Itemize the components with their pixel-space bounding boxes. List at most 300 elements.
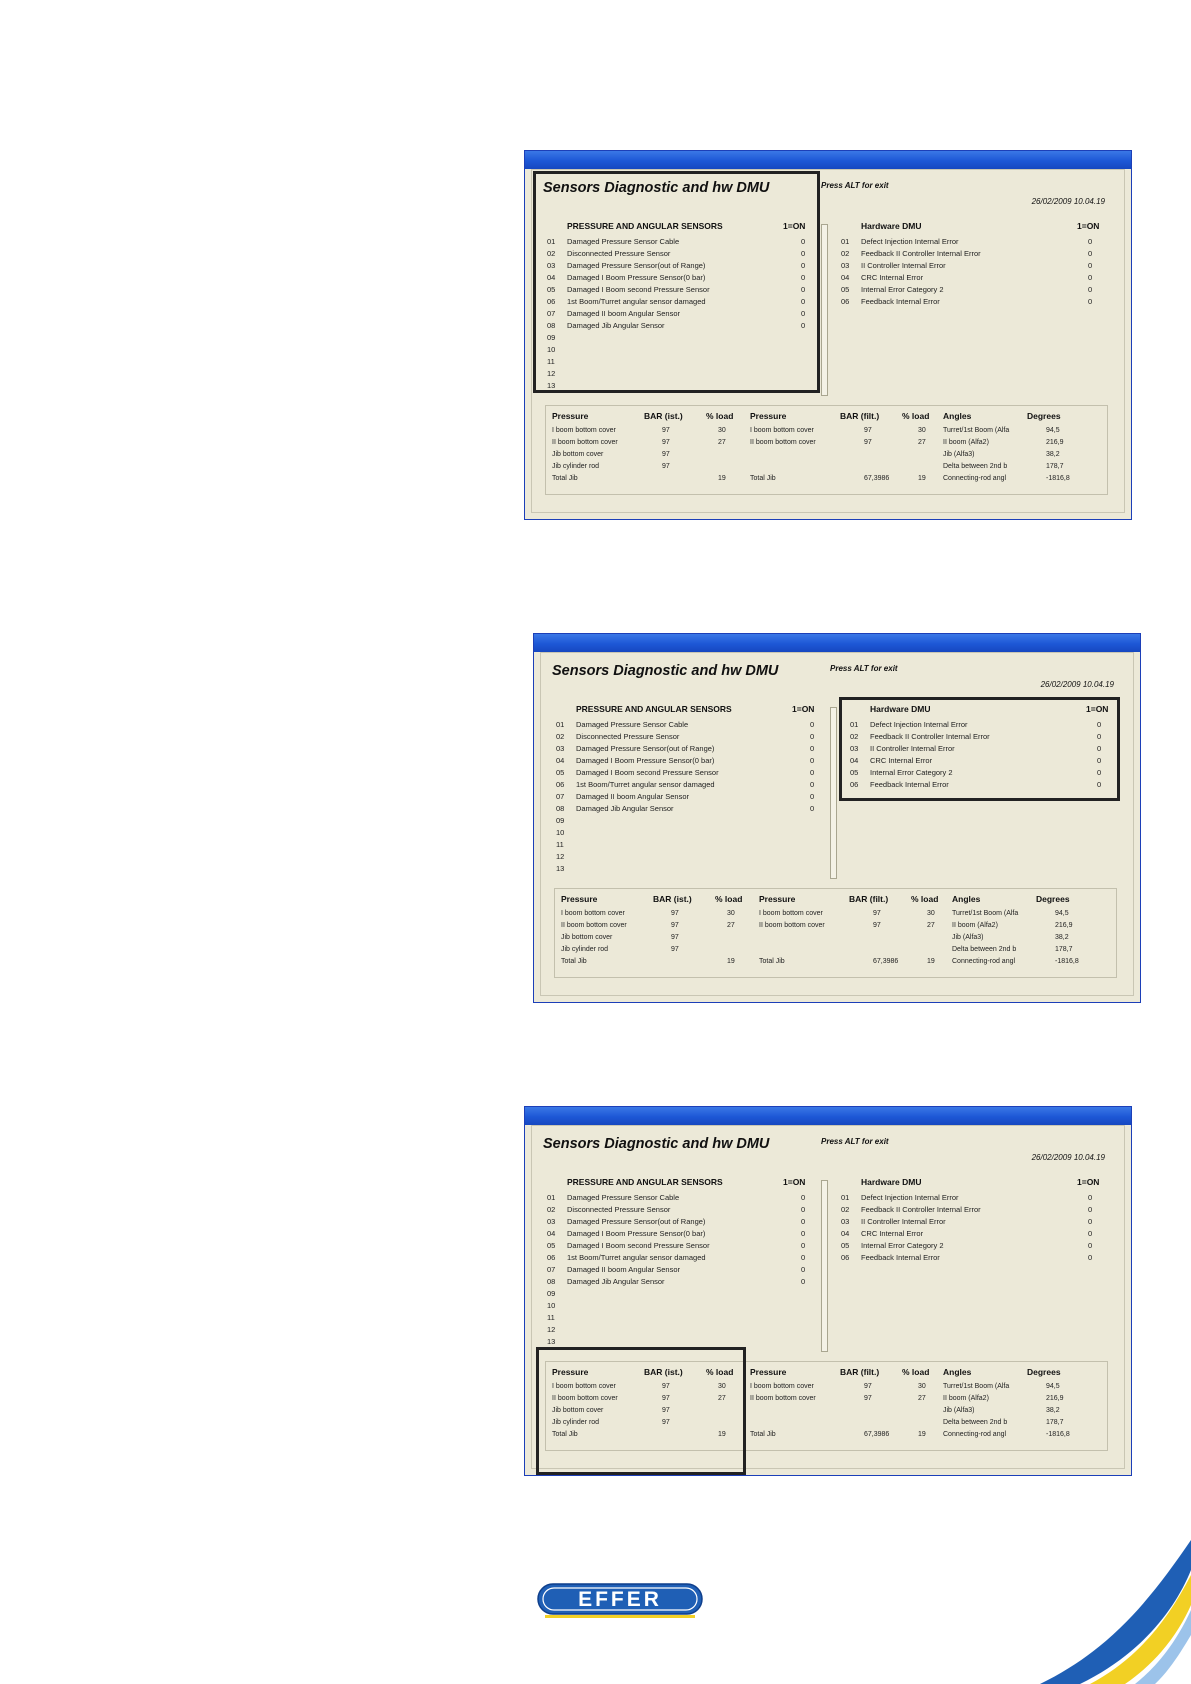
readings-cell: 19 bbox=[718, 475, 726, 482]
readings-cell: Delta between 2nd b bbox=[943, 1419, 1008, 1426]
hardware-row-number: 01 bbox=[850, 720, 859, 729]
sensor-row-number: 02 bbox=[556, 732, 565, 741]
sensor-row-value: 0 bbox=[810, 768, 815, 777]
sensor-row-number: 03 bbox=[547, 261, 556, 270]
screenshot-2 bbox=[533, 633, 1141, 1003]
readings-header: Degrees bbox=[1027, 1367, 1061, 1377]
sensor-row-value: 0 bbox=[801, 297, 806, 306]
hardware-row-number: 03 bbox=[841, 1217, 850, 1226]
timestamp: 26/02/2009 10.04.19 bbox=[1040, 680, 1114, 689]
readings-header: Pressure bbox=[750, 1367, 787, 1377]
readings-cell: 178,7 bbox=[1046, 1419, 1064, 1426]
sensor-row-number: 12 bbox=[547, 1325, 556, 1334]
sensor-row bbox=[547, 236, 817, 247]
sensor-row-number: 08 bbox=[547, 321, 556, 330]
sensor-row-number: 05 bbox=[547, 1241, 556, 1250]
sensor-row bbox=[547, 320, 817, 331]
sensor-row-value: 0 bbox=[801, 309, 806, 318]
window-title: Sensors Diagnostic and hw DMU bbox=[543, 180, 770, 196]
hardware-row-number: 02 bbox=[841, 249, 850, 258]
sensor-row bbox=[547, 1264, 817, 1275]
readings-cell: I boom bottom cover bbox=[552, 1383, 616, 1390]
window-titlebar bbox=[534, 634, 1140, 652]
readings-header: Angles bbox=[943, 411, 972, 421]
sensor-row bbox=[547, 1276, 817, 1287]
readings-header: Pressure bbox=[552, 411, 589, 421]
readings-cell: II boom (Alfa2) bbox=[952, 922, 998, 929]
readings-table bbox=[545, 405, 1108, 495]
readings-cell: 19 bbox=[918, 1431, 926, 1438]
sensor-row bbox=[547, 1312, 817, 1323]
sensor-row bbox=[547, 1228, 817, 1239]
hardware-dmu-on-label: 1=ON bbox=[1086, 704, 1109, 714]
readings-cell: Delta between 2nd b bbox=[952, 946, 1017, 953]
readings-cell: 30 bbox=[918, 427, 926, 434]
hardware-row-number: 02 bbox=[841, 1205, 850, 1214]
sensor-row-value: 0 bbox=[801, 1265, 806, 1274]
readings-cell: 97 bbox=[662, 463, 670, 470]
sensor-row bbox=[547, 284, 817, 295]
readings-cell: 67,3986 bbox=[873, 958, 899, 965]
pressure-sensors-header: PRESSURE AND ANGULAR SENSORS bbox=[567, 1177, 723, 1187]
hardware-row-value: 0 bbox=[1088, 273, 1093, 282]
timestamp: 26/02/2009 10.04.19 bbox=[1031, 1153, 1105, 1162]
readings-cell: Turret/1st Boom (Alfa bbox=[943, 1383, 1010, 1390]
readings-cell: Jib (Alfa3) bbox=[952, 934, 984, 941]
hardware-row bbox=[841, 296, 1111, 307]
readings-cell: 94,5 bbox=[1046, 427, 1060, 434]
sensor-row-number: 01 bbox=[547, 1193, 556, 1202]
readings-header: % load bbox=[715, 894, 743, 904]
sensor-row bbox=[547, 356, 817, 367]
readings-cell: 27 bbox=[927, 922, 935, 929]
exit-hint: Press ALT for exit bbox=[821, 1137, 889, 1146]
sensor-row-number: 09 bbox=[547, 333, 556, 342]
sensor-row-label: Damaged I Boom second Pressure Sensor bbox=[567, 285, 710, 294]
readings-header: Pressure bbox=[759, 894, 796, 904]
sensor-row bbox=[556, 827, 826, 838]
hardware-row bbox=[841, 1252, 1111, 1263]
sensor-row bbox=[547, 1300, 817, 1311]
hardware-row-label: CRC Internal Error bbox=[870, 756, 933, 765]
hardware-row-label: Feedback Internal Error bbox=[870, 780, 949, 789]
readings-cell: 97 bbox=[662, 1395, 670, 1402]
readings-cell: 97 bbox=[662, 1419, 670, 1426]
readings-header: Angles bbox=[952, 894, 981, 904]
readings-header: BAR (ist.) bbox=[644, 1367, 683, 1377]
hardware-row-label: Feedback II Controller Internal Error bbox=[870, 732, 990, 741]
readings-cell: Jib cylinder rod bbox=[552, 1419, 600, 1426]
sensor-row-value: 0 bbox=[801, 1205, 806, 1214]
readings-cell: 19 bbox=[727, 958, 735, 965]
sensor-row-number: 08 bbox=[547, 1277, 556, 1286]
sensor-row-label: Disconnected Pressure Sensor bbox=[576, 732, 680, 741]
sensor-row-value: 0 bbox=[810, 780, 815, 789]
timestamp: 26/02/2009 10.04.19 bbox=[1031, 197, 1105, 206]
hardware-row-label: Feedback II Controller Internal Error bbox=[861, 249, 981, 258]
hardware-row-label: Feedback Internal Error bbox=[861, 297, 940, 306]
sensor-row-label: Damaged I Boom Pressure Sensor(0 bar) bbox=[567, 1229, 706, 1238]
sensor-row bbox=[556, 731, 826, 742]
hardware-row-value: 0 bbox=[1088, 1217, 1093, 1226]
readings-cell: II boom bottom cover bbox=[759, 922, 825, 929]
sensor-row-value: 0 bbox=[801, 1241, 806, 1250]
hardware-row bbox=[850, 719, 1120, 730]
hardware-row-label: Feedback II Controller Internal Error bbox=[861, 1205, 981, 1214]
sensor-row-value: 0 bbox=[801, 237, 806, 246]
hardware-row-number: 06 bbox=[850, 780, 859, 789]
sensor-row bbox=[547, 1192, 817, 1203]
sensor-list-scrollbar bbox=[821, 1180, 828, 1352]
hardware-row-value: 0 bbox=[1088, 1205, 1093, 1214]
sensor-row-number: 09 bbox=[547, 1289, 556, 1298]
sensor-row-label: Damaged Jib Angular Sensor bbox=[567, 1277, 665, 1286]
sensor-row bbox=[556, 779, 826, 790]
readings-cell: 97 bbox=[671, 910, 679, 917]
hardware-row-label: CRC Internal Error bbox=[861, 1229, 924, 1238]
hardware-dmu-header: Hardware DMU bbox=[870, 704, 931, 714]
hardware-dmu-on-label: 1=ON bbox=[1077, 221, 1100, 231]
exit-hint: Press ALT for exit bbox=[821, 181, 889, 190]
readings-cell: 30 bbox=[718, 1383, 726, 1390]
readings-cell: 97 bbox=[864, 1395, 872, 1402]
readings-cell: 216,9 bbox=[1046, 1395, 1064, 1402]
readings-cell: 27 bbox=[918, 1395, 926, 1402]
hardware-row-label: CRC Internal Error bbox=[861, 273, 924, 282]
screenshot-3 bbox=[524, 1106, 1132, 1476]
hardware-row-value: 0 bbox=[1088, 1193, 1093, 1202]
sensor-row-value: 0 bbox=[801, 261, 806, 270]
logo-text: EFFER bbox=[578, 1588, 662, 1611]
readings-cell: II boom (Alfa2) bbox=[943, 1395, 989, 1402]
sensor-row bbox=[547, 368, 817, 379]
sensor-row-label: Damaged I Boom Pressure Sensor(0 bar) bbox=[576, 756, 715, 765]
sensor-row-value: 0 bbox=[810, 720, 815, 729]
sensor-row-number: 07 bbox=[556, 792, 565, 801]
readings-cell: Total Jib bbox=[750, 475, 776, 482]
readings-cell: 97 bbox=[671, 934, 679, 941]
readings-cell: 38,2 bbox=[1055, 934, 1069, 941]
readings-cell: 38,2 bbox=[1046, 1407, 1060, 1414]
sensor-row-value: 0 bbox=[810, 732, 815, 741]
readings-cell: I boom bottom cover bbox=[759, 910, 823, 917]
hardware-row-label: Defect Injection Internal Error bbox=[870, 720, 968, 729]
hardware-row-value: 0 bbox=[1088, 237, 1093, 246]
pressure-sensors-on-label: 1=ON bbox=[783, 1177, 806, 1187]
hardware-row bbox=[850, 767, 1120, 778]
sensor-row-value: 0 bbox=[801, 1253, 806, 1262]
sensor-row-number: 12 bbox=[556, 852, 565, 861]
hardware-row-number: 05 bbox=[841, 1241, 850, 1250]
hardware-row-label: II Controller Internal Error bbox=[870, 744, 955, 753]
sensor-row bbox=[547, 1336, 817, 1347]
readings-cell: Jib (Alfa3) bbox=[943, 451, 975, 458]
sensor-row-number: 03 bbox=[556, 744, 565, 753]
readings-cell: 94,5 bbox=[1046, 1383, 1060, 1390]
readings-cell: 97 bbox=[662, 1407, 670, 1414]
hardware-row bbox=[841, 1228, 1111, 1239]
readings-cell: 97 bbox=[662, 427, 670, 434]
readings-cell: 97 bbox=[671, 946, 679, 953]
readings-cell: Jib bottom cover bbox=[552, 451, 604, 458]
sensor-row-label: Damaged II boom Angular Sensor bbox=[567, 1265, 680, 1274]
hardware-row-value: 0 bbox=[1088, 249, 1093, 258]
sensor-row bbox=[556, 755, 826, 766]
sensor-row-value: 0 bbox=[801, 285, 806, 294]
sensor-row-number: 10 bbox=[556, 828, 565, 837]
hardware-row-label: Internal Error Category 2 bbox=[861, 285, 944, 294]
sensor-list-scrollbar bbox=[830, 707, 837, 879]
sensor-row-number: 09 bbox=[556, 816, 565, 825]
sensor-row bbox=[547, 1204, 817, 1215]
sensor-row bbox=[547, 1324, 817, 1335]
sensor-row-label: Damaged Pressure Sensor(out of Range) bbox=[567, 261, 706, 270]
sensor-row-number: 13 bbox=[556, 864, 565, 873]
sensor-row-label: Damaged Jib Angular Sensor bbox=[567, 321, 665, 330]
sensor-row-label: Damaged II boom Angular Sensor bbox=[567, 309, 680, 318]
readings-cell: 30 bbox=[927, 910, 935, 917]
readings-header: BAR (filt.) bbox=[849, 894, 889, 904]
readings-cell: Total Jib bbox=[552, 475, 578, 482]
readings-cell: Connecting-rod angl bbox=[943, 1431, 1007, 1438]
readings-cell: 216,9 bbox=[1055, 922, 1073, 929]
effer-logo bbox=[537, 1583, 703, 1619]
sensor-row bbox=[556, 815, 826, 826]
hardware-row-number: 04 bbox=[841, 273, 850, 282]
sensor-row-number: 10 bbox=[547, 345, 556, 354]
readings-cell: 67,3986 bbox=[864, 475, 890, 482]
sensor-row-number: 01 bbox=[556, 720, 565, 729]
sensor-row bbox=[547, 1288, 817, 1299]
readings-cell: 19 bbox=[918, 475, 926, 482]
readings-cell: 27 bbox=[918, 439, 926, 446]
hardware-row-number: 05 bbox=[850, 768, 859, 777]
sensor-row-number: 06 bbox=[547, 297, 556, 306]
sensor-list-scrollbar bbox=[821, 224, 828, 396]
sensor-row bbox=[547, 1216, 817, 1227]
readings-header: % load bbox=[706, 1367, 734, 1377]
readings-cell: 97 bbox=[873, 910, 881, 917]
hardware-row-number: 06 bbox=[841, 297, 850, 306]
brand-swoosh-decoration bbox=[1030, 1530, 1191, 1684]
readings-cell: -1816,8 bbox=[1046, 475, 1070, 482]
sensor-row-value: 0 bbox=[801, 249, 806, 258]
hardware-row bbox=[850, 755, 1120, 766]
sensor-row bbox=[547, 380, 817, 391]
readings-cell: Connecting-rod angl bbox=[943, 475, 1007, 482]
sensor-row-number: 12 bbox=[547, 369, 556, 378]
hardware-row bbox=[850, 779, 1120, 790]
screenshot-1 bbox=[524, 150, 1132, 520]
hardware-row-label: Internal Error Category 2 bbox=[861, 1241, 944, 1250]
readings-cell: II boom bottom cover bbox=[750, 439, 816, 446]
pressure-sensors-header: PRESSURE AND ANGULAR SENSORS bbox=[576, 704, 732, 714]
pressure-sensors-header: PRESSURE AND ANGULAR SENSORS bbox=[567, 221, 723, 231]
readings-cell: Jib bottom cover bbox=[552, 1407, 604, 1414]
readings-cell: Connecting-rod angl bbox=[952, 958, 1016, 965]
hardware-row-label: II Controller Internal Error bbox=[861, 1217, 946, 1226]
sensor-row-number: 05 bbox=[556, 768, 565, 777]
sensor-row bbox=[556, 767, 826, 778]
readings-header: Angles bbox=[943, 1367, 972, 1377]
sensor-row-number: 04 bbox=[547, 1229, 556, 1238]
readings-cell: 27 bbox=[718, 1395, 726, 1402]
sensor-row-label: Damaged II boom Angular Sensor bbox=[576, 792, 689, 801]
sensor-row bbox=[556, 803, 826, 814]
sensor-row-label: Damaged Pressure Sensor(out of Range) bbox=[567, 1217, 706, 1226]
sensor-row-value: 0 bbox=[801, 1217, 806, 1226]
hardware-row-label: Defect Injection Internal Error bbox=[861, 237, 959, 246]
readings-cell: 30 bbox=[718, 427, 726, 434]
readings-cell: Delta between 2nd b bbox=[943, 463, 1008, 470]
readings-header: % load bbox=[911, 894, 939, 904]
readings-cell: Jib (Alfa3) bbox=[943, 1407, 975, 1414]
hardware-row-label: II Controller Internal Error bbox=[861, 261, 946, 270]
sensor-row bbox=[547, 272, 817, 283]
readings-cell: I boom bottom cover bbox=[750, 1383, 814, 1390]
hardware-row-value: 0 bbox=[1088, 1253, 1093, 1262]
sensor-row-value: 0 bbox=[810, 792, 815, 801]
sensor-row bbox=[547, 260, 817, 271]
readings-cell: 30 bbox=[918, 1383, 926, 1390]
readings-cell: Jib cylinder rod bbox=[561, 946, 609, 953]
sensor-row bbox=[547, 332, 817, 343]
hardware-row-number: 05 bbox=[841, 285, 850, 294]
sensor-row-label: Damaged Pressure Sensor Cable bbox=[567, 1193, 680, 1202]
readings-cell: 19 bbox=[927, 958, 935, 965]
sensor-row bbox=[556, 719, 826, 730]
readings-cell: Jib bottom cover bbox=[561, 934, 613, 941]
sensor-row-label: 1st Boom/Turret angular sensor damaged bbox=[567, 297, 706, 306]
readings-cell: Total Jib bbox=[561, 958, 587, 965]
readings-cell: Total Jib bbox=[759, 958, 785, 965]
readings-cell: 97 bbox=[864, 1383, 872, 1390]
sensor-row-value: 0 bbox=[801, 321, 806, 330]
sensor-row bbox=[556, 839, 826, 850]
sensor-row bbox=[547, 248, 817, 259]
hardware-row-value: 0 bbox=[1088, 261, 1093, 270]
hardware-row-value: 0 bbox=[1088, 285, 1093, 294]
hardware-row-label: Feedback Internal Error bbox=[861, 1253, 940, 1262]
hardware-row-label: Internal Error Category 2 bbox=[870, 768, 953, 777]
sensor-row-number: 01 bbox=[547, 237, 556, 246]
sensor-row-label: Damaged Jib Angular Sensor bbox=[576, 804, 674, 813]
hardware-row-value: 0 bbox=[1088, 1241, 1093, 1250]
readings-cell: 97 bbox=[662, 439, 670, 446]
sensor-row-number: 10 bbox=[547, 1301, 556, 1310]
readings-cell: -1816,8 bbox=[1046, 1431, 1070, 1438]
readings-header: Degrees bbox=[1027, 411, 1061, 421]
hardware-row bbox=[841, 272, 1111, 283]
readings-cell: 178,7 bbox=[1046, 463, 1064, 470]
sensor-row bbox=[547, 308, 817, 319]
hardware-row bbox=[841, 1192, 1111, 1203]
sensor-row-number: 11 bbox=[547, 357, 555, 366]
hardware-row-value: 0 bbox=[1097, 780, 1102, 789]
readings-cell: 97 bbox=[671, 922, 679, 929]
sensor-row-number: 05 bbox=[547, 285, 556, 294]
sensor-row-value: 0 bbox=[810, 756, 815, 765]
hardware-row-number: 04 bbox=[841, 1229, 850, 1238]
readings-cell: 97 bbox=[662, 1383, 670, 1390]
readings-header: BAR (filt.) bbox=[840, 1367, 880, 1377]
readings-cell: I boom bottom cover bbox=[750, 427, 814, 434]
readings-cell: 27 bbox=[718, 439, 726, 446]
readings-header: % load bbox=[902, 411, 930, 421]
hardware-row-value: 0 bbox=[1097, 756, 1102, 765]
hardware-row-value: 0 bbox=[1097, 720, 1102, 729]
sensor-row-label: Damaged Pressure Sensor Cable bbox=[567, 237, 680, 246]
sensor-row-label: 1st Boom/Turret angular sensor damaged bbox=[567, 1253, 706, 1262]
readings-cell: 97 bbox=[864, 427, 872, 434]
readings-cell: 27 bbox=[727, 922, 735, 929]
hardware-row bbox=[841, 1240, 1111, 1251]
hardware-row-value: 0 bbox=[1097, 744, 1102, 753]
readings-cell: 216,9 bbox=[1046, 439, 1064, 446]
pressure-sensors-on-label: 1=ON bbox=[783, 221, 806, 231]
readings-header: % load bbox=[706, 411, 734, 421]
hardware-row-number: 01 bbox=[841, 1193, 850, 1202]
sensor-row-number: 03 bbox=[547, 1217, 556, 1226]
hardware-dmu-header: Hardware DMU bbox=[861, 1177, 922, 1187]
readings-cell: -1816,8 bbox=[1055, 958, 1079, 965]
readings-header: Degrees bbox=[1036, 894, 1070, 904]
readings-cell: 178,7 bbox=[1055, 946, 1073, 953]
exit-hint: Press ALT for exit bbox=[830, 664, 898, 673]
sensor-row-number: 07 bbox=[547, 309, 556, 318]
hardware-row bbox=[841, 236, 1111, 247]
sensor-row-label: Damaged Pressure Sensor(out of Range) bbox=[576, 744, 715, 753]
sensor-row bbox=[556, 743, 826, 754]
readings-cell: 30 bbox=[727, 910, 735, 917]
sensor-row bbox=[556, 851, 826, 862]
window-titlebar bbox=[525, 151, 1131, 169]
readings-header: BAR (ist.) bbox=[644, 411, 683, 421]
sensor-row bbox=[556, 863, 826, 874]
readings-cell: 97 bbox=[873, 922, 881, 929]
readings-header: BAR (filt.) bbox=[840, 411, 880, 421]
sensor-row-label: Damaged I Boom Pressure Sensor(0 bar) bbox=[567, 273, 706, 282]
sensor-row-label: Damaged I Boom second Pressure Sensor bbox=[576, 768, 719, 777]
hardware-row-value: 0 bbox=[1097, 732, 1102, 741]
sensor-row-number: 06 bbox=[556, 780, 565, 789]
sensor-row-label: Disconnected Pressure Sensor bbox=[567, 249, 671, 258]
window-title: Sensors Diagnostic and hw DMU bbox=[552, 663, 779, 679]
hardware-row bbox=[841, 284, 1111, 295]
sensor-row-value: 0 bbox=[801, 1277, 806, 1286]
readings-table bbox=[545, 1361, 1108, 1451]
sensor-row bbox=[547, 1240, 817, 1251]
readings-cell: Total Jib bbox=[750, 1431, 776, 1438]
readings-header: % load bbox=[902, 1367, 930, 1377]
readings-cell: 67,3986 bbox=[864, 1431, 890, 1438]
readings-cell: II boom bottom cover bbox=[750, 1395, 816, 1402]
window-title: Sensors Diagnostic and hw DMU bbox=[543, 1136, 770, 1152]
hardware-dmu-header: Hardware DMU bbox=[861, 221, 922, 231]
readings-cell: 19 bbox=[718, 1431, 726, 1438]
readings-cell: I boom bottom cover bbox=[561, 910, 625, 917]
hardware-row-value: 0 bbox=[1088, 1229, 1093, 1238]
readings-header: Pressure bbox=[552, 1367, 589, 1377]
sensor-row-label: 1st Boom/Turret angular sensor damaged bbox=[576, 780, 715, 789]
window-titlebar bbox=[525, 1107, 1131, 1125]
readings-cell: II boom bottom cover bbox=[552, 1395, 618, 1402]
sensor-row-number: 06 bbox=[547, 1253, 556, 1262]
readings-table bbox=[554, 888, 1117, 978]
readings-header: Pressure bbox=[750, 411, 787, 421]
hardware-row-value: 0 bbox=[1088, 297, 1093, 306]
sensor-row-number: 13 bbox=[547, 1337, 556, 1346]
